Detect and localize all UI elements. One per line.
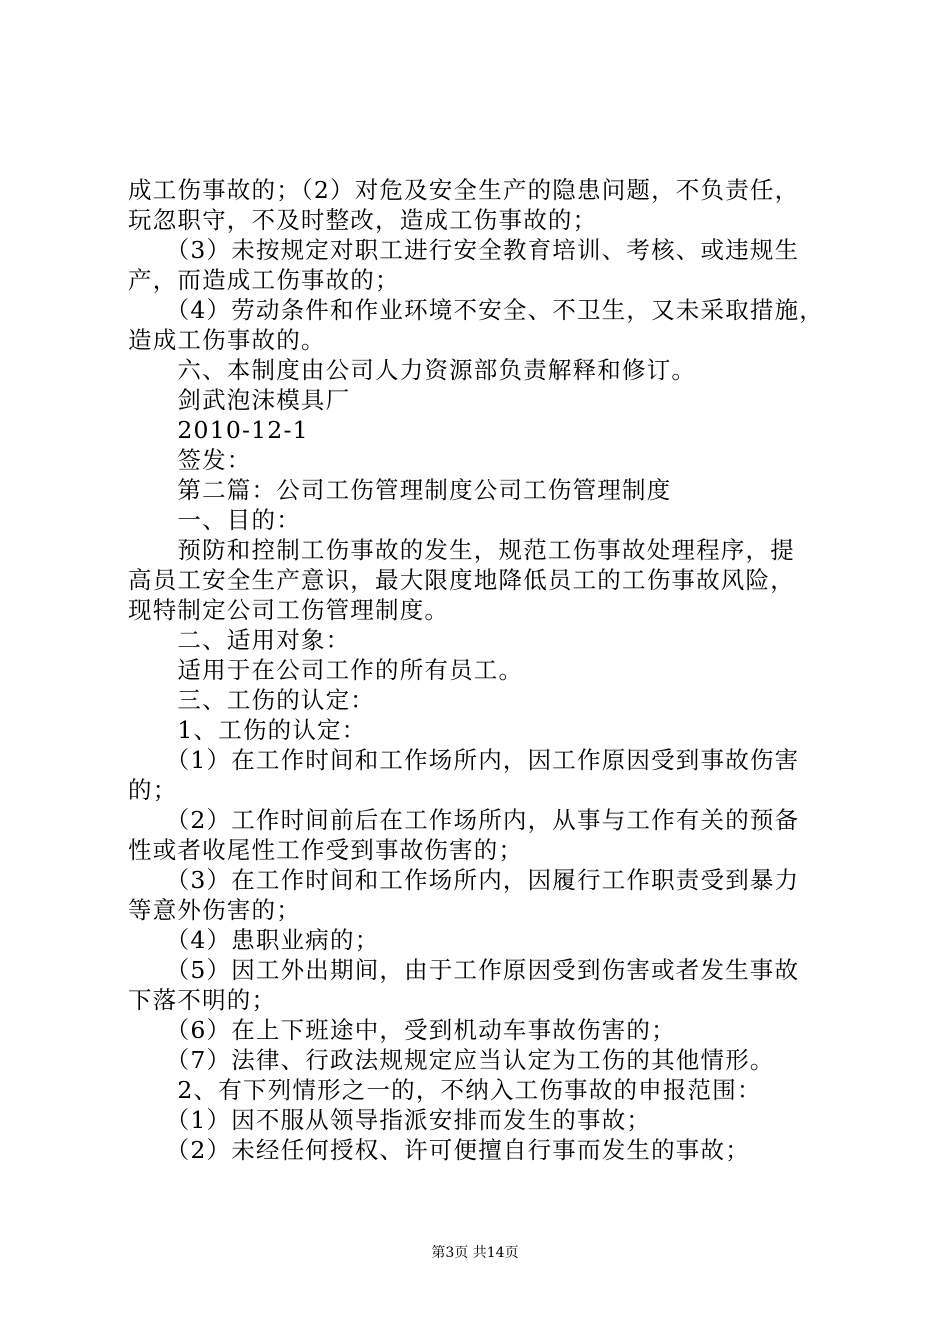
text-line: （4）患职业病的；	[128, 926, 380, 954]
page-footer	[0, 1243, 950, 1263]
text-line: 下落不明的；	[128, 986, 277, 1014]
page-indicator: 第3页 共14页	[431, 1245, 519, 1261]
text-line: 现特制定公司工伤管理制度。	[128, 596, 450, 624]
text-line: 玩忽职守，不及时整改，造成工伤事故的；	[128, 206, 598, 234]
text-line: （7）法律、行政法规规定应当认定为工伤的其他情形。	[128, 1046, 775, 1074]
text-line: 一、目的：	[128, 506, 301, 534]
text-line: （3）未按规定对职工进行安全教育培训、考核、或违规生	[128, 236, 800, 264]
text-line: （2）工作时间前后在工作场所内，从事与工作有关的预备	[128, 806, 800, 834]
text-line: 剑武泡沫模具厂	[128, 386, 351, 414]
text-line: 签发：	[128, 446, 252, 474]
text-line: 三、工伤的认定：	[128, 686, 375, 714]
text-line: （5）因工外出期间，由于工作原因受到伤害或者发生事故	[128, 956, 800, 984]
text-line: 1、工伤的认定：	[128, 716, 367, 744]
section-heading: 第二篇：公司工伤管理制度公司工伤管理制度	[128, 476, 672, 504]
text-line: （4）劳动条件和作业环境不安全、不卫生，又未采取措施，	[128, 296, 825, 324]
text-line: 性或者收尾性工作受到事故伤害的；	[128, 836, 524, 864]
text-line: 预防和控制工伤事故的发生，规范工伤事故处理程序，提	[128, 536, 795, 564]
text-line: 的；	[128, 776, 178, 804]
text-line: 适用于在公司工作的所有员工。	[128, 656, 524, 684]
text-line: （1）在工作时间和工作场所内，因工作原因受到事故伤害	[128, 746, 800, 774]
text-line: （6）在上下班途中，受到机动车事故伤害的；	[128, 1016, 676, 1044]
text-line: 2、有下列情形之一的，不纳入工伤事故的申报范围：	[128, 1076, 762, 1104]
text-line: 2010-12-1	[128, 416, 309, 444]
document-body	[128, 175, 838, 1165]
text-line: 产，而造成工伤事故的；	[128, 266, 400, 294]
text-line: 造成工伤事故的。	[128, 326, 326, 354]
text-line: 成工伤事故的；（2）对危及安全生产的隐患问题，不负责任，	[128, 176, 800, 204]
text-line: （3）在工作时间和工作场所内，因履行工作职责受到暴力	[128, 866, 800, 894]
text-line: 六、本制度由公司人力资源部负责解释和修订。	[128, 356, 697, 384]
text-line: （1）因不服从领导指派安排而发生的事故；	[128, 1106, 652, 1134]
text-line: 二、适用对象：	[128, 626, 351, 654]
text-line: 高员工安全生产意识，最大限度地降低员工的工伤事故风险，	[128, 566, 795, 594]
text-line: （2）未经任何授权、许可便擅自行事而发生的事故；	[128, 1136, 750, 1164]
text-line: 等意外伤害的；	[128, 896, 301, 924]
